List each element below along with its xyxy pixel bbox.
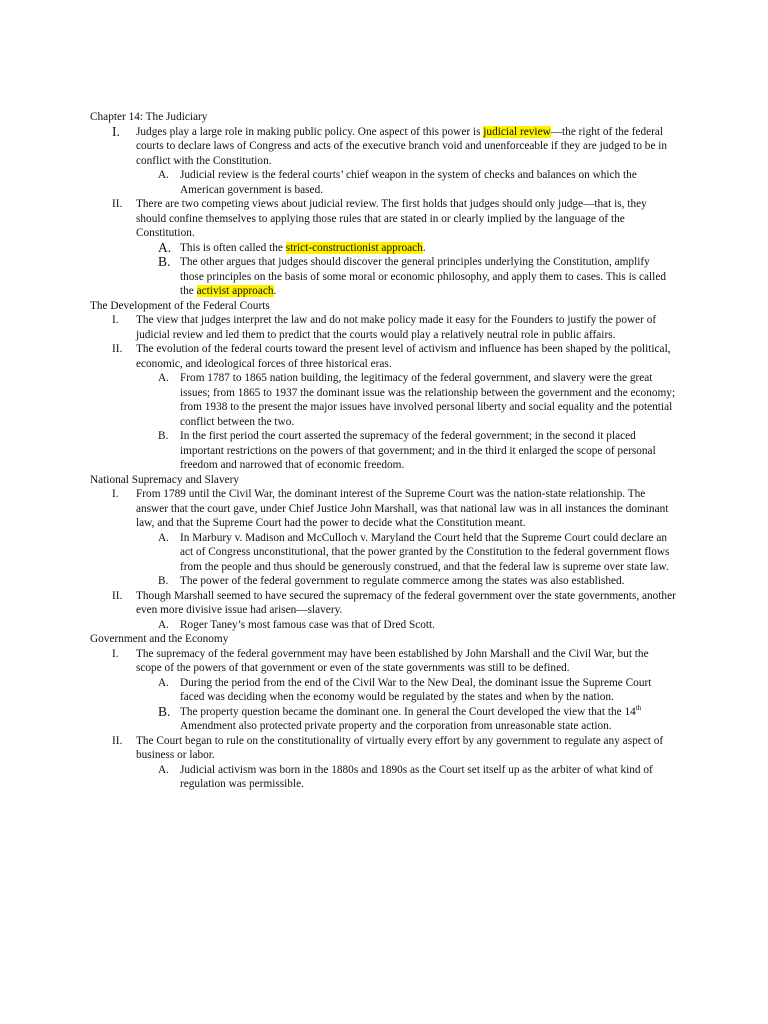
outline-item-text bbox=[136, 487, 676, 531]
text-run: The Court began to rule on the constitutionality of virtually every effort by any government to regulate any aspect of business or labor. bbox=[136, 734, 664, 761]
outline-item bbox=[90, 342, 676, 371]
outline-subitem-text bbox=[180, 429, 676, 473]
text-run: From 1789 until the Civil War, the dominant interest of the Supreme Court was the nation-state relationship. The answer that the court gave, under Chief Justice John Marshall, was that national law was in all instances the dominant law, and that the Supreme Court had the power to decide what the Constitution meant. bbox=[136, 488, 669, 529]
text-run: From 1787 to 1865 nation building, the legitimacy of the federal government, and slavery were the great issues; from 1865 to 1937 the dominant issue was the relationship between the government and the economy; from 1938 to the present the major issues have involved personal liberty and social equality and the potential conflict between the two. bbox=[180, 372, 676, 428]
roman-numeral-marker: II. bbox=[112, 198, 123, 210]
text-run: Judicial review is the federal courts’ chief weapon in the system of checks and balances on which the American government is based. bbox=[180, 169, 637, 196]
letter-marker: A. bbox=[158, 372, 169, 384]
outline-subitem-text bbox=[180, 676, 676, 705]
letter-marker: B. bbox=[158, 430, 169, 442]
text-run: The property question became the dominant one. In general the Court developed the view that the 14 bbox=[180, 705, 636, 718]
letter-marker: A. bbox=[158, 763, 169, 776]
letter-marker: A. bbox=[158, 239, 172, 255]
outline-subitem bbox=[90, 676, 676, 705]
roman-numeral-marker: II. bbox=[112, 734, 123, 747]
outline-item bbox=[90, 487, 676, 531]
text-run: . bbox=[273, 285, 277, 297]
outline-item-text bbox=[136, 342, 676, 371]
letter-marker: A. bbox=[158, 676, 169, 689]
section-heading: Government and the Economy bbox=[90, 633, 229, 645]
text-run: The power of the federal government to regulate commerce among the states was also established. bbox=[180, 575, 625, 587]
outline-subitem-text bbox=[180, 255, 676, 299]
text-run: Roger Taney’s most famous case was that of Dred Scott. bbox=[180, 618, 436, 631]
roman-numeral-marker: II. bbox=[112, 343, 123, 355]
section-heading: Chapter 14: The Judiciary bbox=[90, 111, 208, 123]
text-run: The supremacy of the federal government may have been established by John Marshall and the Civil War, but the scope of the powers of that government or even of the state governments was still to be defined. bbox=[136, 647, 649, 674]
text-run: In the first period the court asserted the supremacy of the federal government; in the second it placed important restrictions on the powers of that government; and in the third it enlarged the scope of personal freedom and narrowed that of economic freedom. bbox=[180, 430, 656, 471]
roman-numeral-marker: II. bbox=[112, 589, 123, 602]
text-run: Though Marshall seemed to have secured the supremacy of the federal government over the state governments, another even more divisive issue had arisen—slavery. bbox=[136, 589, 676, 616]
highlighted-term: activist approach bbox=[196, 285, 274, 297]
text-run: Judicial activism was born in the 1880s and 1890s as the Court set itself up as the arbiter of what kind of regulation was permissible. bbox=[180, 763, 653, 790]
document-body bbox=[90, 110, 676, 792]
letter-marker: B. bbox=[158, 254, 171, 269]
roman-numeral-marker: I. bbox=[112, 488, 119, 500]
highlighted-term: strict-constructionist approach bbox=[285, 241, 423, 254]
outline-subitem-text bbox=[180, 168, 676, 197]
outline-item bbox=[90, 125, 676, 169]
outline-subitem bbox=[90, 429, 676, 473]
text-run: Amendment also protected private property and the corporation from unreasonable state action. bbox=[180, 720, 612, 732]
outline-subitem-text bbox=[180, 763, 676, 792]
outline-subitem bbox=[90, 241, 676, 256]
section-heading: National Supremacy and Slavery bbox=[90, 473, 240, 486]
superscript: th bbox=[635, 703, 642, 712]
outline-subitem bbox=[90, 705, 676, 734]
outline-item-text bbox=[136, 589, 676, 618]
text-run: —the right of the federal courts to declare laws of Congress and acts of the executive branch void and unenforceable if they are judged to be in conflict with the Constitution. bbox=[136, 125, 668, 167]
outline-item bbox=[90, 647, 676, 676]
outline-item bbox=[90, 313, 676, 342]
outline-subitem bbox=[90, 371, 676, 429]
outline-item-text bbox=[136, 197, 676, 241]
outline-item-text bbox=[136, 125, 676, 169]
outline-subitem-text bbox=[180, 241, 676, 256]
outline-item bbox=[90, 589, 676, 618]
letter-marker: B. bbox=[158, 703, 171, 719]
outline-subitem bbox=[90, 168, 676, 197]
outline-subitem bbox=[90, 255, 676, 299]
letter-marker: A. bbox=[158, 169, 169, 181]
roman-numeral-marker: I. bbox=[112, 314, 119, 326]
section-heading: The Development of the Federal Courts bbox=[90, 299, 270, 312]
outline-subitem-text bbox=[180, 574, 676, 589]
text-run: The evolution of the federal courts toward the present level of activism and influence has been shaped by the political, economic, and ideological forces of three historical eras. bbox=[136, 343, 671, 370]
outline-item-text bbox=[136, 734, 676, 763]
outline-subitem bbox=[90, 763, 676, 792]
outline-item bbox=[90, 197, 676, 241]
highlighted-term: judicial review bbox=[483, 125, 551, 138]
letter-marker: B. bbox=[158, 575, 169, 587]
text-run: The view that judges interpret the law and do not make policy made it easy for the Founders to justify the power of judicial review and led them to predict that the courts would play a relatively neutral role in public affairs. bbox=[136, 314, 657, 341]
outline-subitem bbox=[90, 574, 676, 589]
letter-marker: A. bbox=[158, 618, 169, 631]
outline-subitem-text bbox=[180, 618, 676, 633]
roman-numeral-marker: I. bbox=[112, 647, 119, 660]
roman-numeral-marker: I. bbox=[112, 123, 120, 139]
text-run: In Marbury v. Madison and McCulloch v. Maryland the Court held that the Supreme Court could declare an act of Congress unconstitutional, that the power granted by the Constitution to the federal government flows from the people and thus should be generously construed, and that the federal law is supreme over state law. bbox=[180, 531, 670, 573]
outline-item-text bbox=[136, 647, 676, 676]
text-run: During the period from the end of the Civil War to the New Deal, the dominant issue the Supreme Court faced was deciding when the economy would be regulated by the states and when by the nation. bbox=[180, 676, 652, 703]
outline-item bbox=[90, 734, 676, 763]
text-run: . bbox=[422, 241, 426, 254]
letter-marker: A. bbox=[158, 531, 169, 544]
text-run: There are two competing views about judicial review. The first holds that judges should only judge—that is, they should confine themselves to applying those rules that are stated in or clearly implied by the language of the Constitution. bbox=[136, 198, 647, 239]
outline-item-text bbox=[136, 313, 676, 342]
outline-subitem bbox=[90, 531, 676, 575]
outline-subitem-text bbox=[180, 705, 676, 734]
outline-subitem bbox=[90, 618, 676, 633]
text-run: Judges play a large role in making public policy. One aspect of this power is bbox=[136, 125, 484, 138]
text-run: The other argues that judges should discover the general principles underlying the Constitution, amplify those principles on the basis of some moral or economic philosophy, and apply them to cases. This is called the bbox=[180, 256, 666, 297]
outline-subitem-text bbox=[180, 531, 676, 575]
outline-subitem-text bbox=[180, 371, 676, 429]
text-run: This is often called the bbox=[180, 241, 286, 254]
